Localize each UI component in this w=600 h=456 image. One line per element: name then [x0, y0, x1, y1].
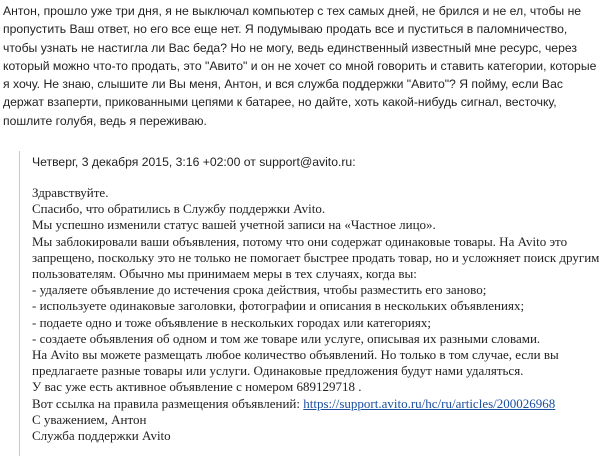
support-letter — [32, 185, 600, 444]
rules-link[interactable]: https://support.avito.ru/hc/ru/articles/200026968 — [303, 395, 556, 411]
quoted-reply — [19, 151, 600, 456]
letter-line: Мы заблокировали ваши объявления, потому что они содержат одинаковые товары. На Avito это — [32, 233, 568, 249]
letter-line: запрещено, поскольку это не только не помогает быстрее продать товар, но и усложняет поиск другим — [32, 249, 600, 265]
letter-line: Спасибо, что обратились в Службу поддержки Avito. — [32, 201, 326, 217]
letter-line: предлагаете разные товары или услуги. Одинаковые предложения будут нами удаляться. — [32, 363, 524, 379]
letter-line: - создаете объявления об одном и том же товаре или услуге, описывая их разными словами. — [32, 330, 541, 346]
letter-line: На Avito вы можете размещать любое количество объявлений. Но только в том случае, если вы — [32, 347, 559, 363]
closing-line: С уважением, Антон — [32, 411, 147, 427]
signature-line: Служба поддержки Avito — [32, 428, 171, 444]
rules-line — [32, 396, 594, 412]
letter-line: - используете одинаковые заголовки, фотографии и описания в нескольких объявлениях; — [32, 298, 525, 314]
letter-line: пользователям. Обычно мы принимаем меры в тех случаях, когда вы: — [32, 266, 417, 282]
message-body — [3, 2, 597, 130]
letter-line: У вас уже есть активное объявление с номером 689129718 . — [32, 379, 362, 395]
letter-line: Здравствуйте. — [32, 185, 109, 200]
intro-paragraph: Антон, прошло уже три дня, я не выключал компьютер с тех самых дней, не брился и не ел, чтобы не пропустить Ваш ответ, но его все еще нет. Я подумываю продать все и пуститься в паломничество, чтобы узнать не настигла ли Вас беда? Но не могу, ведь единственный известный мне ресурс, через который можно что-то продать, это "Авито" и он не хочет со мной говорить и ставить категории, которые я хочу. Не знаю, слышите ли Вы меня, Антон, и вся служба поддержки "Авито"? Я пойму, если Вас держат взаперти, прикованными цепями к батарее, но дайте, хоть какой-нибудь сигнал, весточку, пошлите голубя, ведь я переживаю. — [3, 4, 597, 128]
letter-line: - подаете одно и тоже объявление в нескольких городах или категориях; — [32, 314, 431, 330]
letter-line: Мы успешно изменили статус вашей учетной записи на «Частное лицо». — [32, 217, 436, 233]
rules-prefix: Вот ссылка на правила размещения объявлений: — [32, 395, 304, 411]
quote-header: Четверг, 3 декабря 2015, 3:16 +02:00 от support@avito.ru: — [32, 155, 356, 169]
letter-line: - удаляете объявление до истечения срока действия, чтобы разместить его заново; — [32, 282, 487, 298]
